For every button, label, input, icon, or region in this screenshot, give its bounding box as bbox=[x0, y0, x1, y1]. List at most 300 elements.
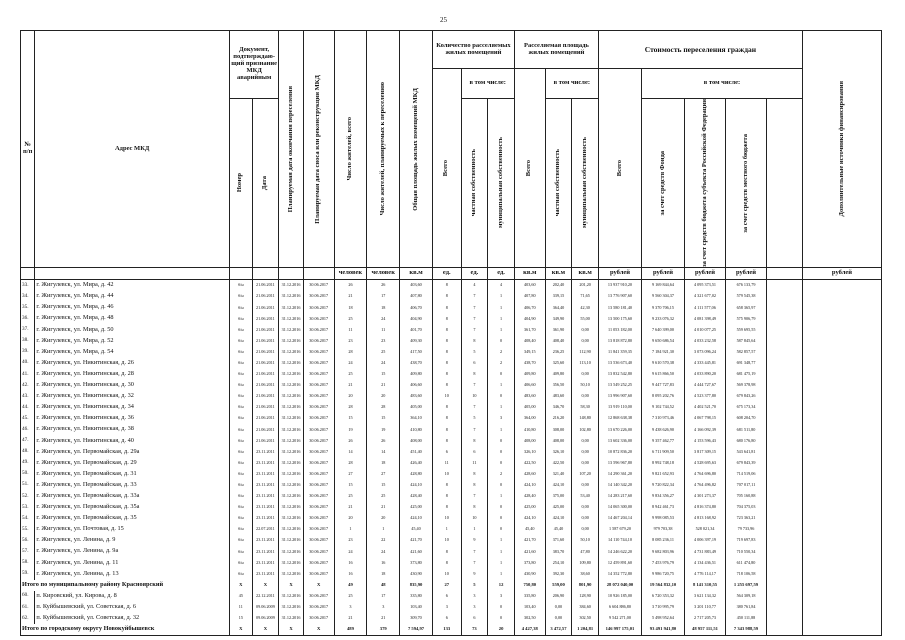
table-cell: 575 906,79 bbox=[726, 313, 767, 324]
table-cell: 406,70 bbox=[514, 302, 545, 313]
table-cell: б/н bbox=[230, 491, 253, 502]
table-cell: 3 621 134,32 bbox=[685, 591, 726, 602]
table-cell: 12 bbox=[488, 580, 515, 591]
table-cell: 309,70 bbox=[400, 613, 433, 624]
table-cell: 4 010 077,25 bbox=[685, 324, 726, 335]
table-cell: 302,50 bbox=[572, 613, 599, 624]
table-cell: 0 bbox=[488, 502, 515, 513]
table-cell: 21 bbox=[367, 613, 400, 624]
table-cell: 0,00 bbox=[572, 435, 599, 446]
table-cell: 373,80 bbox=[400, 557, 433, 568]
table-cell: 1 bbox=[367, 524, 400, 535]
table-cell: 4 301 273,37 bbox=[685, 491, 726, 502]
table-cell: б/н bbox=[230, 513, 253, 524]
row-number: 38. bbox=[21, 335, 35, 346]
header-planned-demolition: Планируемая дата сноса или реконструкции МКД bbox=[314, 74, 322, 224]
table-cell: 7 343 988,59 bbox=[726, 624, 767, 636]
table-cell: 30.06.2017 bbox=[303, 335, 334, 346]
table-cell: 28 bbox=[334, 402, 367, 413]
unit-cell bbox=[230, 267, 253, 279]
table-row bbox=[21, 591, 882, 602]
table-cell: 31.12.2016 bbox=[279, 358, 304, 369]
table-cell: 23.11.2011 bbox=[252, 546, 279, 557]
unit-cell: рублей bbox=[641, 267, 684, 279]
unit-cell bbox=[303, 267, 334, 279]
header-cost-region: за счет средств бюджета субъекта Российской Федерации bbox=[700, 99, 708, 267]
row-number: 55. bbox=[21, 524, 35, 535]
table-cell: 835,90 bbox=[400, 580, 433, 591]
table-cell: 14 110 744,10 bbox=[598, 535, 641, 546]
table-cell: 6 bbox=[461, 358, 488, 369]
table-cell: 3 073 096,24 bbox=[685, 347, 726, 358]
table-cell: 302,50 bbox=[514, 613, 545, 624]
table-cell: 8 bbox=[432, 279, 461, 291]
table-cell: 23.11.2011 bbox=[252, 457, 279, 468]
table-cell: 12 459 891,60 bbox=[598, 557, 641, 568]
unit-cell: человек bbox=[367, 267, 400, 279]
table-cell: 1 bbox=[488, 324, 515, 335]
table-cell: 7 310 973,46 bbox=[641, 413, 684, 424]
table-cell: 31.12.2016 bbox=[279, 302, 304, 313]
row-number: 41. bbox=[21, 369, 35, 380]
table-cell: 9 bbox=[461, 568, 488, 579]
row-address: г. Жигулевск, ул. Мира, д. 50 bbox=[35, 324, 230, 335]
table-cell: 676 133,79 bbox=[726, 279, 767, 291]
table-cell: 31.12.2016 bbox=[279, 591, 304, 602]
table-cell bbox=[766, 335, 802, 346]
table-cell: 9 357 462,77 bbox=[641, 435, 684, 446]
table-cell: 4 776 114,17 bbox=[685, 568, 726, 579]
table-cell: 489 bbox=[334, 624, 367, 636]
table-cell: 21 bbox=[334, 380, 367, 391]
row-address: г. Жигулевск, ул. Никитинская, д. 34 bbox=[35, 402, 230, 413]
header-cost-local: за счет средств местного бюджета bbox=[741, 133, 749, 233]
table-cell: 30.06.2017 bbox=[303, 369, 334, 380]
table-cell: 31.12.2016 bbox=[279, 391, 304, 402]
unit-cell: ед. bbox=[432, 267, 461, 279]
table-cell: 31.12.2016 bbox=[279, 402, 304, 413]
table-cell: б/н bbox=[230, 291, 253, 302]
table-cell: 20 bbox=[367, 513, 400, 524]
row-number: 62. bbox=[21, 613, 35, 624]
table-cell: 384,60 bbox=[572, 602, 599, 613]
table-cell: 10 bbox=[461, 513, 488, 524]
row-number: 52. bbox=[21, 491, 35, 502]
table-cell: 0,00 bbox=[572, 524, 599, 535]
table-cell: 679 843,39 bbox=[726, 457, 767, 468]
table-cell: 21 bbox=[334, 613, 367, 624]
table-cell: 4 033 890,20 bbox=[685, 369, 726, 380]
table-cell bbox=[766, 602, 802, 613]
table-cell bbox=[802, 557, 881, 568]
table-cell: б/н bbox=[230, 402, 253, 413]
table-cell: б/н bbox=[230, 380, 253, 391]
table-cell: 21.06.2011 bbox=[252, 413, 279, 424]
table-cell: 356,50 bbox=[545, 380, 572, 391]
row-address: г. Жигулевск, ул. Ленина, д. 13 bbox=[35, 568, 230, 579]
table-cell: 425,00 bbox=[545, 502, 572, 513]
table-cell: 0 bbox=[488, 457, 515, 468]
table-cell: 6 720 353,32 bbox=[641, 591, 684, 602]
table-cell: 8 bbox=[461, 502, 488, 513]
table-cell: 9 447 727,83 bbox=[641, 380, 684, 391]
table-cell bbox=[802, 546, 881, 557]
table-cell: 7 594,97 bbox=[400, 624, 433, 636]
table-cell: 16 bbox=[334, 557, 367, 568]
table-cell bbox=[802, 324, 881, 335]
row-number: 58. bbox=[21, 557, 35, 568]
row-number: 43. bbox=[21, 391, 35, 402]
table-cell: 30.06.2017 bbox=[303, 413, 334, 424]
table-cell: 4 402 521,70 bbox=[685, 402, 726, 413]
table-cell: 15 bbox=[334, 413, 367, 424]
table-cell: 5 bbox=[461, 580, 488, 591]
table-cell bbox=[802, 491, 881, 502]
table-cell: 11 841 359,35 bbox=[598, 347, 641, 358]
table-cell: 428,60 bbox=[514, 469, 545, 480]
table-cell: 422,50 bbox=[514, 457, 545, 468]
table-cell: 339,15 bbox=[545, 291, 572, 302]
table-cell: б/н bbox=[230, 546, 253, 557]
table-cell: 14 283 217,60 bbox=[598, 491, 641, 502]
table-cell: 428,40 bbox=[400, 491, 433, 502]
table-cell bbox=[766, 435, 802, 446]
table-cell: 103,40 bbox=[400, 602, 433, 613]
table-cell: 4 166 092,39 bbox=[685, 424, 726, 435]
row-address: г. Жигулевск, ул. Мира, д. 46 bbox=[35, 302, 230, 313]
table-cell: 93 491 941,80 bbox=[641, 624, 684, 636]
table-cell: 14 065 300,00 bbox=[598, 502, 641, 513]
table-cell: 383,70 bbox=[545, 546, 572, 557]
table-row bbox=[21, 602, 882, 613]
table-cell: 1 204,81 bbox=[572, 624, 599, 636]
table-cell: 13 580 181,40 bbox=[598, 302, 641, 313]
table-cell: 109,80 bbox=[572, 557, 599, 568]
table-cell: б/н bbox=[230, 457, 253, 468]
table-cell: 7 184 921,30 bbox=[641, 347, 684, 358]
header-residents-planned: Число жителей, планируемых к переселению bbox=[378, 82, 386, 216]
table-cell: 4 523 377,80 bbox=[685, 391, 726, 402]
header-area-total: Всего bbox=[525, 159, 533, 177]
table-cell: 10 872 836,20 bbox=[598, 446, 641, 457]
table-cell: 31.12.2016 bbox=[279, 435, 304, 446]
table-cell: б/н bbox=[230, 391, 253, 402]
table-cell bbox=[766, 369, 802, 380]
table-cell: 3 710 995,79 bbox=[641, 602, 684, 613]
table-cell: 21.06.2011 bbox=[252, 313, 279, 324]
table-cell: 17 bbox=[367, 591, 400, 602]
table-cell: 7 bbox=[461, 324, 488, 335]
table-row bbox=[21, 358, 882, 369]
table-cell bbox=[802, 380, 881, 391]
table-cell: 4 111 577,06 bbox=[685, 302, 726, 313]
table-cell: 7 bbox=[461, 546, 488, 557]
table-cell: X bbox=[279, 580, 304, 591]
table-cell: 133 bbox=[432, 624, 461, 636]
table-cell: 1 bbox=[488, 568, 515, 579]
table-cell: 10 bbox=[432, 469, 461, 480]
table-cell: 8 141 310,55 bbox=[685, 580, 726, 591]
table-cell: 8 bbox=[432, 302, 461, 313]
table-cell: 528 021,34 bbox=[685, 524, 726, 535]
table-cell bbox=[802, 613, 881, 624]
table-cell: 23.11.2011 bbox=[252, 480, 279, 491]
table-cell: 569 378,98 bbox=[726, 380, 767, 391]
row-address: г. Жигулевск, ул. Ленина, д. 11 bbox=[35, 557, 230, 568]
table-cell: 42,30 bbox=[572, 302, 599, 313]
row-number: 34. bbox=[21, 291, 35, 302]
unit-cell: кв.м bbox=[545, 267, 572, 279]
table-cell: 26 bbox=[334, 435, 367, 446]
table-cell: 113,10 bbox=[572, 358, 599, 369]
table-cell: 20 bbox=[334, 391, 367, 402]
table-cell: 9 682 803,96 bbox=[641, 546, 684, 557]
table-cell: 9 542 271,00 bbox=[598, 613, 641, 624]
header-resettled-area: Расселяемая площадь жилых помещений bbox=[514, 31, 598, 69]
table-cell: 9 169 844,64 bbox=[641, 279, 684, 291]
table-cell: 0 bbox=[488, 513, 515, 524]
table-cell: 8 bbox=[432, 402, 461, 413]
table-cell: 1 bbox=[488, 557, 515, 568]
table-cell bbox=[802, 480, 881, 491]
row-number: 60. bbox=[21, 591, 35, 602]
table-cell: 718 106,58 bbox=[726, 568, 767, 579]
table-cell bbox=[766, 457, 802, 468]
table-cell: 403,60 bbox=[514, 279, 545, 291]
header-planned-resettlement-end: Планируемая дата окончания переселения bbox=[286, 85, 294, 213]
row-number: 37. bbox=[21, 324, 35, 335]
table-cell: 4 067 798,15 bbox=[685, 413, 726, 424]
table-row bbox=[21, 335, 882, 346]
table-cell: 979 703,38 bbox=[641, 524, 684, 535]
table-cell: 364,00 bbox=[514, 413, 545, 424]
table-cell: 31.12.2016 bbox=[279, 347, 304, 358]
table-cell bbox=[766, 469, 802, 480]
table-cell bbox=[766, 380, 802, 391]
table-cell bbox=[802, 469, 881, 480]
table-cell: 364,40 bbox=[545, 302, 572, 313]
table-cell: 404,90 bbox=[400, 313, 433, 324]
row-number: 36. bbox=[21, 313, 35, 324]
table-cell: 335,80 bbox=[514, 591, 545, 602]
table-cell: 361,70 bbox=[514, 324, 545, 335]
table-cell: 24 bbox=[367, 313, 400, 324]
table-cell: 349,15 bbox=[514, 347, 545, 358]
table-cell: X bbox=[230, 580, 253, 591]
table-cell: 7 bbox=[461, 402, 488, 413]
table-cell: 45,40 bbox=[514, 524, 545, 535]
table-cell: 424,10 bbox=[545, 480, 572, 491]
table-row bbox=[21, 279, 882, 291]
table-cell: 53,40 bbox=[572, 491, 599, 502]
table-cell: 4 321 677,02 bbox=[685, 291, 726, 302]
table-cell: 148,80 bbox=[572, 413, 599, 424]
table-cell: 23.11.2011 bbox=[252, 513, 279, 524]
table-cell bbox=[766, 302, 802, 313]
table-cell: 4 006 397,19 bbox=[685, 535, 726, 546]
table-cell: 1 bbox=[488, 380, 515, 391]
table-cell: 707 017,11 bbox=[726, 480, 767, 491]
table-cell: б/н bbox=[230, 480, 253, 491]
table-cell: 216,20 bbox=[545, 413, 572, 424]
table-cell: 24 bbox=[367, 546, 400, 557]
table-cell bbox=[802, 568, 881, 579]
table-cell bbox=[766, 613, 802, 624]
table-cell: 31.12.2016 bbox=[279, 480, 304, 491]
table-cell bbox=[766, 391, 802, 402]
table-cell: 19 564 832,10 bbox=[641, 580, 684, 591]
unit-cell bbox=[35, 267, 230, 279]
table-cell: 21.06.2011 bbox=[252, 335, 279, 346]
table-cell: 9 720 822,34 bbox=[641, 480, 684, 491]
table-cell: б/н bbox=[230, 568, 253, 579]
table-cell bbox=[802, 313, 881, 324]
table-cell: 23.11.2011 bbox=[252, 502, 279, 513]
table-cell: 11 bbox=[461, 457, 488, 468]
table-cell bbox=[766, 557, 802, 568]
table-cell: 0 bbox=[488, 435, 515, 446]
row-number: 33. bbox=[21, 279, 35, 291]
row-address: г. Жигулевск, ул. Мира, д. 52 bbox=[35, 335, 230, 346]
table-row bbox=[21, 302, 882, 313]
table-cell: 13 832 542,80 bbox=[598, 369, 641, 380]
table-cell: 1 bbox=[488, 402, 515, 413]
table-cell: 9 438 626,90 bbox=[641, 424, 684, 435]
table-cell: 7 bbox=[461, 380, 488, 391]
header-address: Адрес МКД bbox=[35, 31, 230, 268]
table-cell: 15 bbox=[367, 369, 400, 380]
table-cell: 611 474,80 bbox=[726, 557, 767, 568]
table-cell: 31.12.2016 bbox=[279, 313, 304, 324]
table-cell: 380 761,84 bbox=[726, 602, 767, 613]
table-cell: 30.06.2017 bbox=[303, 513, 334, 524]
table-cell: 23 bbox=[334, 535, 367, 546]
row-address: п. Кировский, ул. Кирова, д. 8 bbox=[35, 591, 230, 602]
table-cell: 30.06.2017 bbox=[303, 291, 334, 302]
table-cell: б/н bbox=[230, 413, 253, 424]
table-cell: 128,90 bbox=[572, 591, 599, 602]
table-cell: 28 bbox=[367, 402, 400, 413]
row-address: г. Жигулевск, ул. Ленина, д. 9 bbox=[35, 535, 230, 546]
table-cell bbox=[766, 491, 802, 502]
header-row-number: № п/п bbox=[21, 31, 35, 268]
table-cell: 28 072 040,00 bbox=[598, 580, 641, 591]
table-cell: 7 640 399,00 bbox=[641, 324, 684, 335]
table-cell: 21 bbox=[367, 380, 400, 391]
header-count-municipal: муниципальная собственность bbox=[496, 137, 504, 229]
table-cell: 559 695,55 bbox=[726, 324, 767, 335]
table-cell: 30.06.2017 bbox=[303, 402, 334, 413]
table-cell: 308,00 bbox=[545, 424, 572, 435]
table-cell: 681 475,19 bbox=[726, 369, 767, 380]
table-cell bbox=[802, 391, 881, 402]
table-cell: 406,70 bbox=[400, 302, 433, 313]
unit-cell: рублей bbox=[726, 267, 767, 279]
table-cell: 421,60 bbox=[400, 546, 433, 557]
table-cell: 10 bbox=[432, 391, 461, 402]
unit-cell: кв.м bbox=[572, 267, 599, 279]
table-row bbox=[21, 513, 882, 524]
table-cell: 13 500 175,60 bbox=[598, 313, 641, 324]
table-cell: 3 201 110,77 bbox=[685, 602, 726, 613]
table-cell: 31.12.2016 bbox=[279, 513, 304, 524]
table-cell: 410,80 bbox=[514, 424, 545, 435]
table-cell: 31.12.2016 bbox=[279, 613, 304, 624]
table-row bbox=[21, 457, 882, 468]
table-cell: 50,10 bbox=[572, 380, 599, 391]
table-cell: 9 986 720,75 bbox=[641, 568, 684, 579]
table-row bbox=[21, 347, 882, 358]
table-cell: 16 bbox=[334, 568, 367, 579]
table-cell bbox=[802, 602, 881, 613]
table-cell: 25 bbox=[367, 347, 400, 358]
unit-cell: рублей bbox=[598, 267, 641, 279]
table-cell: 21 bbox=[334, 502, 367, 513]
table-cell: 206,90 bbox=[545, 591, 572, 602]
table-cell: 0 bbox=[488, 391, 515, 402]
total-row bbox=[21, 580, 882, 591]
table-cell: 48 bbox=[367, 580, 400, 591]
table-cell: 373,80 bbox=[514, 557, 545, 568]
table-row bbox=[21, 546, 882, 557]
table-cell: 1 bbox=[488, 313, 515, 324]
table-cell bbox=[802, 413, 881, 424]
table-cell: 0 bbox=[488, 335, 515, 346]
table-cell bbox=[766, 591, 802, 602]
table-cell: 23 bbox=[367, 335, 400, 346]
table-row bbox=[21, 491, 882, 502]
table-cell: б/н bbox=[230, 524, 253, 535]
table-cell: 10 926 185,00 bbox=[598, 591, 641, 602]
row-address: г. Жигулевск, ул. Ленина, д. 9а bbox=[35, 546, 230, 557]
table-cell: 0,00 bbox=[572, 335, 599, 346]
table-cell: 25 bbox=[334, 369, 367, 380]
table-cell: 19 bbox=[334, 424, 367, 435]
table-cell: 349,90 bbox=[545, 313, 572, 324]
table-cell: 750,80 bbox=[514, 580, 545, 591]
table-cell: 30.06.2017 bbox=[303, 324, 334, 335]
table-cell: 401,70 bbox=[400, 324, 433, 335]
table-cell: 4 816 374,80 bbox=[685, 502, 726, 513]
table-cell: 710 550,34 bbox=[726, 546, 767, 557]
table-cell bbox=[802, 424, 881, 435]
table-cell: 0,00 bbox=[572, 513, 599, 524]
table-cell: 23.11.2011 bbox=[252, 446, 279, 457]
table-cell: 21 bbox=[334, 291, 367, 302]
table-cell: 50,10 bbox=[572, 535, 599, 546]
table-cell bbox=[802, 347, 881, 358]
table-cell: б/н bbox=[230, 469, 253, 480]
table-cell: 0,00 bbox=[545, 613, 572, 624]
table-cell: 1 bbox=[488, 291, 515, 302]
table-cell: 326,10 bbox=[514, 446, 545, 457]
table-cell: 0 bbox=[488, 480, 515, 491]
row-address: г. Жигулевск, ул. Первомайская, д. 29а bbox=[35, 446, 230, 457]
header-cost: Стоимость переселения граждан bbox=[598, 31, 802, 69]
table-cell: 424,10 bbox=[400, 513, 433, 524]
table-cell: 409,30 bbox=[400, 335, 433, 346]
table-cell: 407,80 bbox=[400, 291, 433, 302]
table-cell: 23.11.2011 bbox=[252, 491, 279, 502]
table-cell: 201,20 bbox=[572, 279, 599, 291]
table-cell: 17 bbox=[367, 291, 400, 302]
table-cell: 30.06.2017 bbox=[303, 435, 334, 446]
table-cell: 30.06.2017 bbox=[303, 524, 334, 535]
table-body bbox=[21, 279, 882, 635]
table-cell: 0,00 bbox=[572, 391, 599, 402]
table-cell: 335,80 bbox=[400, 591, 433, 602]
table-cell: 2 bbox=[488, 347, 515, 358]
